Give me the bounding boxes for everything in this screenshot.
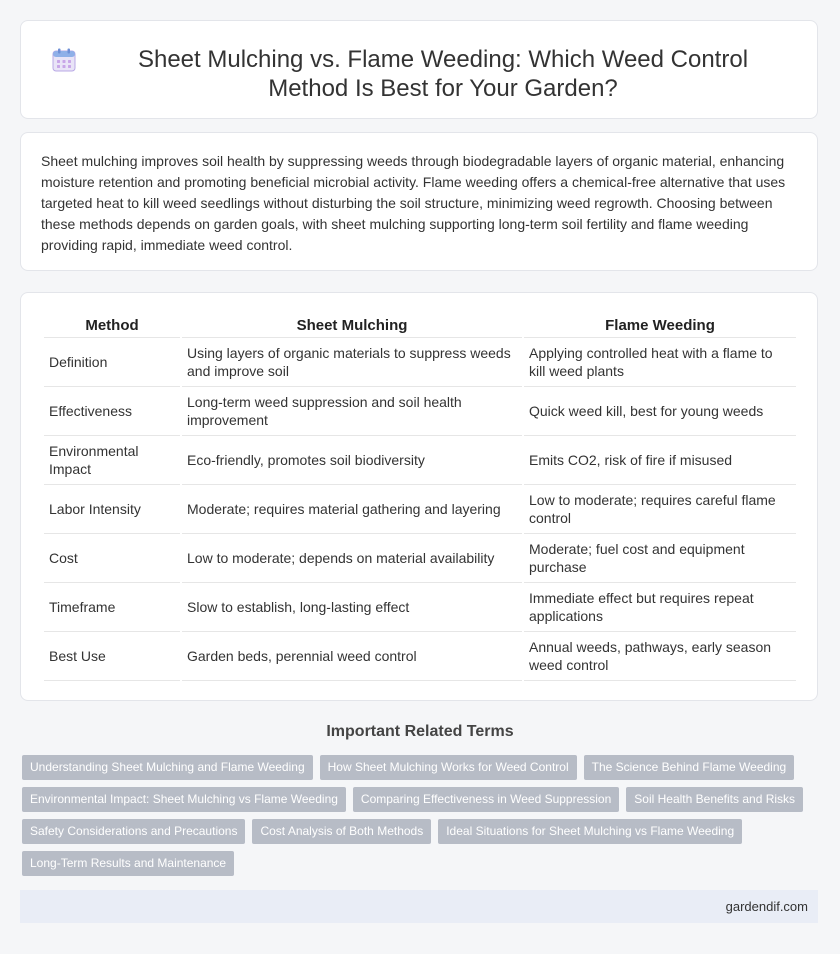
title-card [20, 20, 818, 119]
table-row [44, 338, 796, 387]
header-flame-weeding: Flame Weeding [524, 315, 796, 338]
flame-weeding-cell: Moderate; fuel cost and equipment purchase [524, 534, 796, 583]
sheet-mulching-cell: Long-term weed suppression and soil health improvement [182, 387, 522, 436]
calendar-icon [51, 47, 77, 73]
table-row [44, 387, 796, 436]
table-header-row [44, 315, 796, 338]
row-label: Definition [44, 338, 180, 387]
table-row [44, 534, 796, 583]
related-term-tag[interactable]: Cost Analysis of Both Methods [252, 819, 431, 844]
sheet-mulching-cell: Slow to establish, long-lasting effect [182, 583, 522, 632]
intro-paragraph: Sheet mulching improves soil health by suppressing weeds through biodegradable layers of organic material, enhancing moisture retention and promoting beneficial microbial activity. Flame weeding offers a chemical-free alternative that uses targeted heat to kill weed seedlings without disturbing the soil structure, minimizing weed regrowth. Choosing between these methods depends on garden goals, with sheet mulching supporting long-term soil fertility and flame weeding providing rapid, immediate weed control. [41, 153, 786, 253]
related-terms-list [22, 755, 812, 876]
related-term-tag[interactable]: Long-Term Results and Maintenance [22, 851, 234, 876]
sheet-mulching-cell: Moderate; requires material gathering and layering [182, 485, 522, 534]
related-term-tag[interactable]: Environmental Impact: Sheet Mulching vs Flame Weeding [22, 787, 346, 812]
related-term-tag[interactable]: Comparing Effectiveness in Weed Suppression [353, 787, 619, 812]
related-terms-heading: Important Related Terms [326, 723, 514, 740]
intro-card [20, 132, 818, 271]
table-row [44, 583, 796, 632]
table-row [44, 632, 796, 681]
flame-weeding-cell: Low to moderate; requires careful flame control [524, 485, 796, 534]
title-row [51, 45, 787, 103]
flame-weeding-cell: Emits CO2, risk of fire if misused [524, 436, 796, 485]
flame-weeding-cell: Immediate effect but requires repeat applications [524, 583, 796, 632]
page-title: Sheet Mulching vs. Flame Weeding: Which Weed Control Method Is Best for Your Garden? [137, 46, 749, 102]
row-label: Effectiveness [44, 387, 180, 436]
table-row [44, 485, 796, 534]
header-sheet-mulching: Sheet Mulching [182, 315, 522, 338]
flame-weeding-cell: Quick weed kill, best for young weeds [524, 387, 796, 436]
related-term-tag[interactable]: How Sheet Mulching Works for Weed Control [320, 755, 577, 780]
sheet-mulching-cell: Low to moderate; depends on material availability [182, 534, 522, 583]
related-term-tag[interactable]: Safety Considerations and Precautions [22, 819, 245, 844]
flame-weeding-cell: Annual weeds, pathways, early season weed control [524, 632, 796, 681]
sheet-mulching-cell: Eco-friendly, promotes soil biodiversity [182, 436, 522, 485]
flame-weeding-cell: Applying controlled heat with a flame to kill weed plants [524, 338, 796, 387]
footer-site-link[interactable]: gardendif.com [725, 899, 808, 914]
related-term-tag[interactable]: The Science Behind Flame Weeding [584, 755, 795, 780]
header-method: Method [44, 315, 180, 338]
sheet-mulching-cell: Using layers of organic materials to suppress weeds and improve soil [182, 338, 522, 387]
row-label: Environmental Impact [44, 436, 180, 485]
row-label: Labor Intensity [44, 485, 180, 534]
related-term-tag[interactable]: Understanding Sheet Mulching and Flame Weeding [22, 755, 313, 780]
row-label: Best Use [44, 632, 180, 681]
row-label: Timeframe [44, 583, 180, 632]
related-term-tag[interactable]: Ideal Situations for Sheet Mulching vs Flame Weeding [438, 819, 742, 844]
sheet-mulching-cell: Garden beds, perennial weed control [182, 632, 522, 681]
related-term-tag[interactable]: Soil Health Benefits and Risks [626, 787, 803, 812]
comparison-card [20, 292, 818, 701]
row-label: Cost [44, 534, 180, 583]
footer [20, 890, 818, 923]
comparison-table [42, 315, 798, 681]
table-row [44, 436, 796, 485]
